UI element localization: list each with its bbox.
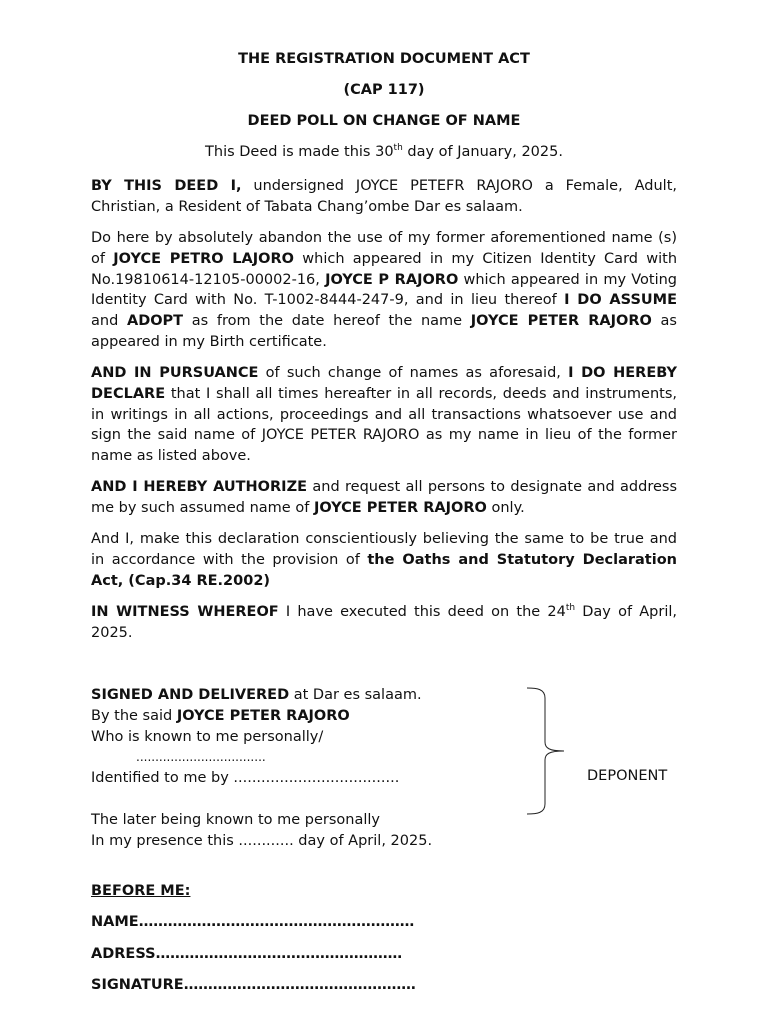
signed-delivered-line: SIGNED AND DELIVERED at Dar es salaam. [91, 687, 422, 703]
cap-reference: (CAP 117) [343, 82, 425, 98]
curly-brace-icon [527, 686, 567, 816]
known-personally-line: Who is known to me personally/ [91, 728, 324, 745]
by-said-line: By the said JOYCE PETER RAJORO [91, 707, 350, 724]
deponent-label: DEPONENT [587, 768, 668, 784]
signature-block [91, 685, 491, 851]
deed-date-line: This Deed is made this 30th day of January, 2025. [205, 143, 563, 160]
commissioner-address-field: ADRESS…………………………………………… [91, 946, 403, 962]
identified-by-line: Identified to me by .................................... [91, 770, 400, 787]
later-known-line: The later being known to me personally [91, 811, 380, 828]
paragraph-authorize: AND I HEREBY AUTHORIZE and request all persons to designate and address me by such assumed name of JOYCE PETER RAJORO only. [91, 479, 678, 516]
paragraph-declaration-act: And I, make this declaration conscientiously believing the same to be true and in accordance with the provision of the Oaths and Statutory Declaration Act, (Cap.34 RE.2002) [91, 531, 677, 589]
document-subtitle: DEED POLL ON CHANGE OF NAME [247, 113, 521, 129]
document-title: THE REGISTRATION DOCUMENT ACT [238, 51, 530, 67]
commissioner-name-field: NAME………………………………………………… [91, 914, 415, 930]
commissioner-signature-field: SIGNATURE………………………………………… [91, 977, 416, 993]
before-me-heading: BEFORE ME: [91, 883, 191, 899]
paragraph-abandon-name: Do here by absolutely abandon the use of my former aforementioned name (s) of JOYCE PETRO LAJORO which appeared in my Citizen Identity Card with No.19810614-12105-00002-16, JOYCE P RAJORO which appeared in my Voting Identity Card with No. T-1002-8444-247-9, and in lieu thereof I DO ASSUME and ADOPT as from the date hereof the name JOYCE PETER RAJORO as appeared in my Birth certificate. [91, 230, 678, 350]
spacer [91, 789, 491, 810]
paragraph-declarant: BY THIS DEED I, undersigned JOYCE PETEFR RAJORO a Female, Adult, Christian, a Resident of Tabata Chang’ombe Dar es salaam. [91, 178, 677, 215]
dotted-line: .................................. [136, 750, 266, 765]
presence-date-line: In my presence this ............ day of April, 2025. [91, 832, 433, 849]
paragraph-pursuance: AND IN PURSUANCE of such change of names as aforesaid, I DO HEREBY DECLARE that I shall all times hereafter in all records, deeds and instruments, in writings in all actions, proceedings and all transactions whatsoever use and sign the said name of JOYCE PETER RAJORO as my name in lieu of the former name as listed above. [91, 365, 677, 465]
paragraph-witness: IN WITNESS WHEREOF I have executed this deed on the 24th Day of April, 2025. [91, 603, 678, 641]
